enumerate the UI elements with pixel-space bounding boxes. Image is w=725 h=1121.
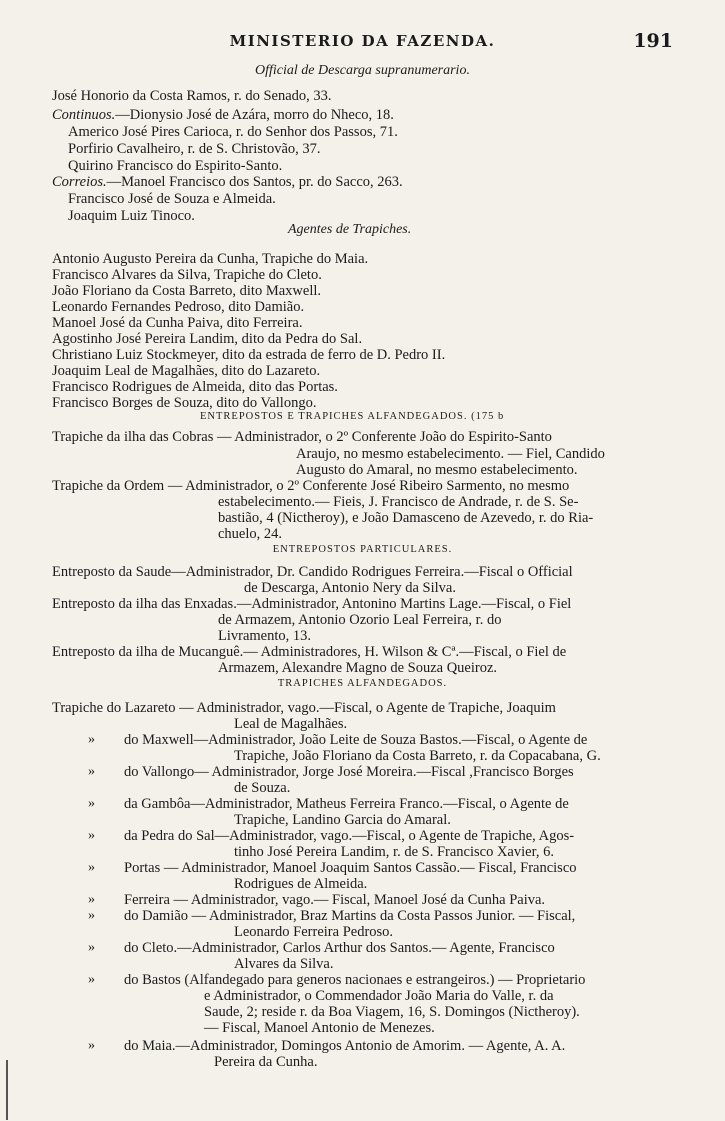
trapiche-entry: do Vallongo— Administrador, Jorge José Moreira.—Fiscal ,Francisco Borges <box>124 764 574 780</box>
section-heading-official: Official de Descarga supranumerario. <box>255 63 470 78</box>
trapiche-entry: do Maxwell—Administrador, João Leite de Souza Bastos.—Fiscal, o Agente de <box>124 732 588 748</box>
entry-line: Entreposto da ilha das Enxadas.—Administrador, Antonino Martins Lage.—Fiscal, o Fiel <box>52 596 572 612</box>
continuos-first: —Dionysio José de Azára, morro do Nheco, 18. <box>115 107 394 123</box>
ditto-mark: » <box>88 1038 95 1053</box>
agente-item: Francisco Rodrigues de Almeida, dito das Portas. <box>52 379 338 395</box>
trapiche-entry-cont: Alvares da Silva. <box>234 956 334 972</box>
ditto-mark: » <box>88 860 95 875</box>
agente-item: Francisco Alvares da Silva, Trapiche do Cleto. <box>52 267 322 283</box>
trapiche-entry: do Cleto.—Administrador, Carlos Arthur dos Santos.— Agente, Francisco <box>124 940 555 956</box>
entry-line: Entreposto da ilha de Mucanguê.— Administradores, H. Wilson & Cª.—Fiscal, o Fiel de <box>52 644 567 660</box>
trapiche-entry-cont: tinho José Pereira Landim, r. de S. Francisco Xavier, 6. <box>234 844 554 860</box>
ditto-mark: » <box>88 796 95 811</box>
agente-item: Joaquim Leal de Magalhães, dito do Lazareto. <box>52 363 321 379</box>
trapiche-entry-cont: de Souza. <box>234 780 291 796</box>
trapiche-entry-cont: Pereira da Cunha. <box>214 1054 318 1070</box>
trapiche-entry-cont: Trapiche, Landino Garcia do Amaral. <box>234 812 451 828</box>
trapiche-entry: Portas — Administrador, Manoel Joaquim Santos Cassão.— Fiscal, Francisco <box>124 860 577 876</box>
correios-first: —Manoel Francisco dos Santos, pr. do Sacco, 263. <box>106 174 403 190</box>
entry-line: Araujo, no mesmo estabelecimento. — Fiel, Candido <box>296 446 605 462</box>
correios-label: Correios. <box>52 174 107 190</box>
page-header <box>0 30 725 52</box>
page-number: 191 <box>633 30 673 52</box>
trapiche-entry-cont: Leonardo Ferreira Pedroso. <box>234 924 394 940</box>
section-heading-entrepostos-particulares: ENTREPOSTOS PARTICULARES. <box>272 544 453 555</box>
trapiche-entry: Ferreira — Administrador, vago.— Fiscal, Manoel José da Cunha Paiva. <box>124 892 546 908</box>
page-edge-mark <box>6 1060 8 1120</box>
trapiche-entry: Trapiche do Lazareto — Administrador, vago.—Fiscal, o Agente de Trapiche, Joaquim <box>52 700 556 716</box>
entry-line: Armazem, Alexandre Magno de Souza Queiroz. <box>218 660 498 676</box>
entry-line: chuelo, 24. <box>218 526 283 542</box>
section-heading-entrepostos-alfandegados: ENTREPOSTOS E TRAPICHES ALFANDEGADOS. (175 b <box>200 411 505 422</box>
ditto-mark: » <box>88 892 95 907</box>
entry-line: estabelecimento.— Fieis, J. Francisco de Andrade, r. de S. Se- <box>218 494 579 510</box>
agente-item: Francisco Borges de Souza, dito do Vallongo. <box>52 395 317 411</box>
continuos-entry <box>52 107 394 124</box>
correios-item: Joaquim Luiz Tinoco. <box>68 208 195 224</box>
trapiche-entry-cont: e Administrador, o Commendador João Maria do Valle, r. da <box>204 988 554 1004</box>
agente-item: João Floriano da Costa Barreto, dito Maxwell. <box>52 283 322 299</box>
page-title: MINISTERIO DA FAZENDA. <box>229 32 496 50</box>
agente-item: Antonio Augusto Pereira da Cunha, Trapiche do Maia. <box>52 251 369 267</box>
ditto-mark: » <box>88 764 95 779</box>
entry-line: Augusto do Amaral, no mesmo estabelecimento. <box>296 462 578 478</box>
trapiche-entry: do Maia.—Administrador, Domingos Antonio de Amorim. — Agente, A. A. <box>124 1038 566 1054</box>
correios-item: Francisco José de Souza e Almeida. <box>68 191 276 207</box>
agente-item: Christiano Luiz Stockmeyer, dito da estrada de ferro de D. Pedro II. <box>52 347 446 363</box>
entry-line: Livramento, 13. <box>218 628 312 644</box>
entry-line: Trapiche da ilha das Cobras — Administrador, o 2º Conferente João do Espirito-Santo <box>52 429 552 445</box>
entry-line: Trapiche da Ordem — Administrador, o 2º Conferente José Ribeiro Sarmento, no mesmo <box>52 478 570 494</box>
trapiche-entry-cont: — Fiscal, Manoel Antonio de Menezes. <box>204 1020 435 1036</box>
ditto-mark: » <box>88 940 95 955</box>
trapiche-entry: da Pedra do Sal—Administrador, vago.—Fiscal, o Agente de Trapiche, Agos- <box>124 828 575 844</box>
ditto-mark: » <box>88 732 95 747</box>
continuos-item: Porfirio Cavalheiro, r. de S. Christovão, 37. <box>68 141 321 157</box>
section-heading-trapiches: TRAPICHES ALFANDEGADOS. <box>277 678 448 689</box>
entry-line: bastião, 4 (Nictheroy), e João Damasceno de Azevedo, r. do Ria- <box>218 510 594 526</box>
trapiche-entry: do Bastos (Alfandegado para generos nacionaes e estrangeiros.) — Proprietario <box>124 972 586 988</box>
ditto-mark: » <box>88 828 95 843</box>
entry-line: Entreposto da Saude—Administrador, Dr. Candido Rodrigues Ferreira.—Fiscal o Official <box>52 564 573 580</box>
agente-item: Manoel José da Cunha Paiva, dito Ferreira. <box>52 315 303 331</box>
agente-item: Agostinho José Pereira Landim, dito da Pedra do Sal. <box>52 331 363 347</box>
section-heading-agentes: Agentes de Trapiches. <box>288 222 412 237</box>
trapiche-entry-cont: Saude, 2; reside r. da Boa Viagem, 16, S. Domingos (Nictheroy). <box>204 1004 580 1020</box>
continuos-label: Continuos. <box>52 107 116 123</box>
agente-item: Leonardo Fernandes Pedroso, dito Damião. <box>52 299 305 315</box>
continuos-item: Americo José Pires Carioca, r. do Senhor dos Passos, 71. <box>68 124 398 140</box>
entry-line: de Armazem, Antonio Ozorio Leal Ferreira, r. do <box>218 612 502 628</box>
correios-entry <box>52 174 403 191</box>
ditto-mark: » <box>88 908 95 923</box>
entry-line: de Descarga, Antonio Nery da Silva. <box>244 580 456 596</box>
trapiche-entry: da Gambôa—Administrador, Matheus Ferreira Franco.—Fiscal, o Agente de <box>124 796 569 812</box>
trapiche-entry-cont: Leal de Magalhães. <box>234 716 348 732</box>
ditto-mark: » <box>88 972 95 987</box>
trapiche-entry-cont: Rodrigues de Almeida. <box>234 876 368 892</box>
trapiche-entry: do Damião — Administrador, Braz Martins da Costa Passos Junior. — Fiscal, <box>124 908 576 924</box>
entry-line: José Honorio da Costa Ramos, r. do Senado, 33. <box>52 88 332 104</box>
continuos-item: Quirino Francisco do Espirito-Santo. <box>68 158 283 174</box>
trapiche-entry-cont: Trapiche, João Floriano da Costa Barreto, r. da Copacabana, G. <box>234 748 601 764</box>
